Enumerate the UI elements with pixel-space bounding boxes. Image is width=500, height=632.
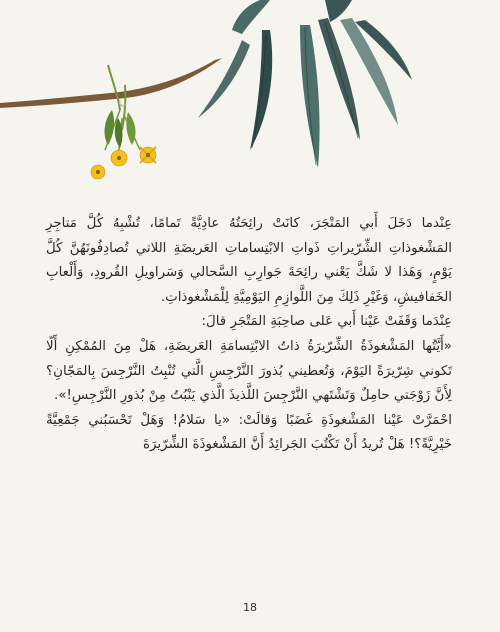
palm-leaves-icon [198,0,412,168]
branch-icon [0,58,222,108]
story-paragraph: عِنْدما دَخَلَ أَبي المَتْجَرَ، كانَتْ رائِحَتُهُ عادِيَّةً تَمامًا، تُشْبِهُ كُلَّ مَتاجِرِ المَشْغوذاتِ الشِّرّيراتِ ذَواتِ الابْتِساماتِ العَريضَةِ اللاتي تُصادِفُونَهُنَّ كُلَّ يَوْمٍ، وَهَذا لا شَكَّ يَعْني رائِحَةَ جَوارِبِ السَّحالي وَسَراويلِ القُرودِ، وَأَلْعابِ الخَفافيشِ، وَغَيْرِ ذَلِكَ مِنَ اللَّوازِمِ اليَوْمِيَّةِ لِلْمَشْغوذاتِ. [46,216,452,305]
page-number: 18 [243,601,257,614]
story-text [46,212,452,458]
flower-bouquet-icon [91,65,156,179]
story-paragraph: عِنْدَما وَقَفَتْ عَيْنا أَبي عَلى صاحِبَةِ المَتْجَرِ قالَ: [201,314,452,330]
story-paragraph: احْمَرَّتْ عَيْنا المَشْغوذَةِ غَضَبًا وَقالَتْ: «يا سَلامُ! وَهَلْ تَحْسَبُني جَمْعِيَّةً خَيْرِيَّةً؟! هَلْ تُريدُ أَنْ تَكْتُبَ الجَرائِدُ أَنَّ المَشْغوذَةَ الشِّرّيرَةَ [46,412,452,453]
branch-illustration [0,0,500,200]
story-paragraph: «أَيَّتُها المَشْغوذَةُ الشِّرّيرَةُ ذاتُ الابْتِسامَةِ العَريضَةِ، هَلْ مِنَ المُمْكِنِ أَلّا تَكوني شِرّيرَةً اليَوْمَ، وَتُعطيني بُذورَ النَّرْجِسِ الَّتي تُنْبِتُ النَّرْجِسَ بِالمَجّانِ؟ لِأَنَّ زَوْجَتي حامِلٌ وَتَشْتَهي النَّرْجِسَ اللَّذيذَ الَّذي يَنْبُتُ مِنْ بُذورِ النَّرْجِسِ!». [46,338,452,404]
